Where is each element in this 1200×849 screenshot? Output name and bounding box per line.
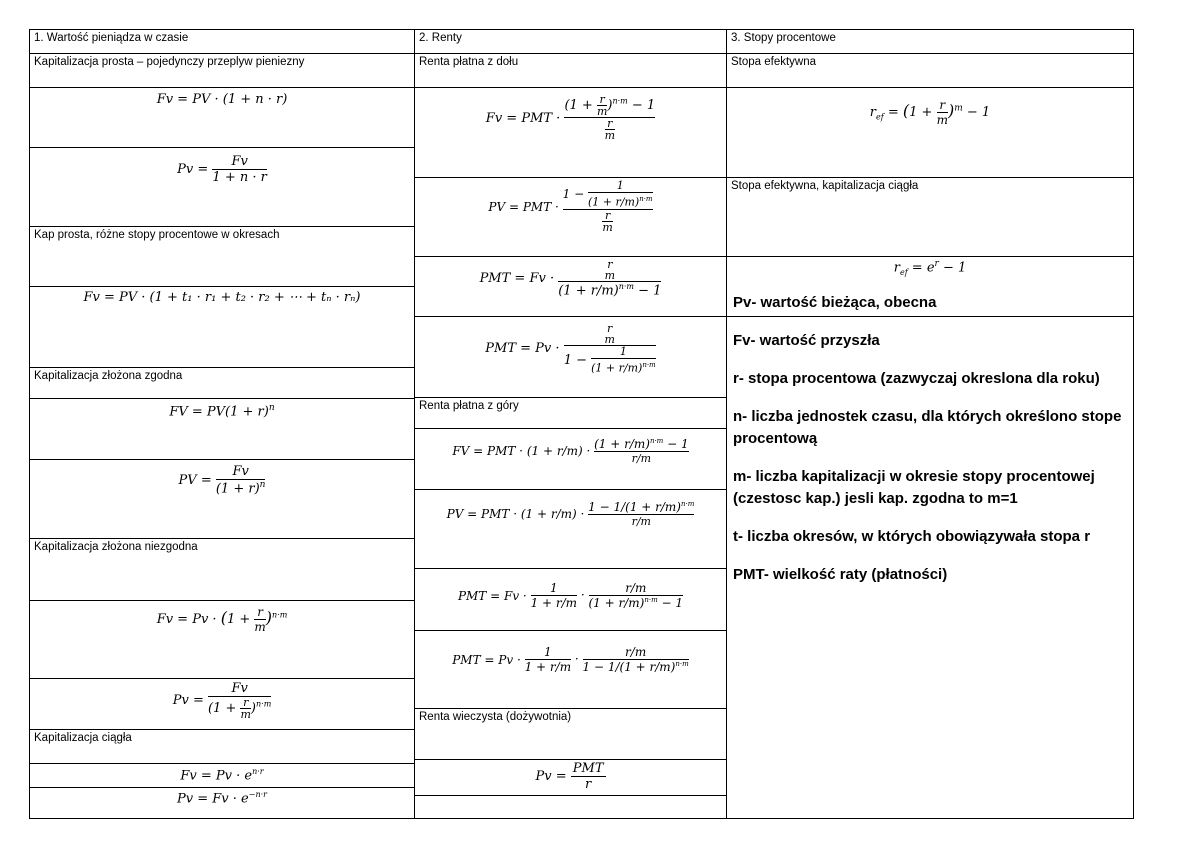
formula-cell	[727, 88, 1133, 178]
header-effective-rate: Stopa efektywna	[727, 54, 1133, 88]
formula-cell	[415, 317, 726, 398]
formula-cell	[415, 569, 726, 631]
formula-text	[0, 0, 1, 1]
header-perpetuity: Renta wieczysta (dożywotnia)	[415, 709, 726, 760]
col3-title: 3. Stopy procentowe	[727, 30, 1133, 54]
legend-item-fv: Fv- wartość przyszła	[733, 332, 880, 349]
formula-cell	[415, 429, 726, 490]
header-annuity-due: Renta płatna z góry	[415, 398, 726, 429]
formula-cell	[415, 760, 726, 796]
formula-cell	[415, 631, 726, 709]
formula-cell	[415, 88, 726, 178]
formula-due-pv: PV = PMT · (1 + r/m) · $\frac{1 - 1/(1 + r/m)^{n\cdot m}}{r/m}$	[446, 500, 695, 528]
formula-compound-pv: PV = $\frac{Fv}{(1 + r)^n}$	[178, 464, 266, 497]
formula-cell	[30, 601, 414, 679]
formula-due-pmt-pv: PMT = Pv · $\frac{1}{1 + r/m}$ · $\frac{r/m}{1 - 1/(1 + r/m)^{n\cdot m}}$	[452, 645, 689, 674]
formula-cell	[30, 679, 414, 730]
legend-item-r: r- stopa procentowa (zazwyczaj okreslona dla roku)	[733, 370, 1100, 387]
formula-ordinary-pv: PV = PMT · 1 − $\frac{1}{(1 + r/m)^{n\cdot m}}$ $\frac{r}{m}$	[488, 179, 653, 234]
formula-simple-pv: Pv = $\frac{Fv}{1 + n \cdot r}$	[177, 154, 267, 185]
formula-continuous-pv: $Pv = Fv \cdot e^{-n\cdot r}$	[177, 790, 267, 807]
col2-title: 2. Renty	[415, 30, 726, 54]
header-varying-rates: Kap prosta, różne stopy procentowe w okresach	[30, 227, 414, 287]
formula-noncompliant-pv: Pv = Fv (1 + $\frac{r}{m}$ )$^{n\cdot m}$	[172, 681, 272, 721]
formula-noncompliant-fv: Fv = Pv · (1 + $\frac{r}{m}$ )$^{n\cdot m}$	[156, 605, 288, 634]
formula-effective-rate: $r_{ef} = (1$ + $\frac{r}{m}$ )$^m$ − 1	[869, 98, 991, 127]
header-compound: Kapitalizacja złożona zgodna	[30, 368, 414, 399]
formula-ordinary-pmt-fv: PMT = Fv · r m $(1 + r/m)^{n\cdot m} - 1$	[479, 258, 662, 299]
legend-item-n: n- liczba jednostek czasu, dla których określono stope procentową	[733, 408, 1122, 447]
formula-cell	[30, 788, 414, 818]
formula-cell	[415, 490, 726, 569]
legend-item-m: m- liczba kapitalizacji w okresie stopy procentowej (czestosc kap.) jesli kap. zgodna to m=1	[733, 468, 1095, 507]
formula-due-fv: FV = PMT · (1 + r/m) · $\frac{(1 + r/m)^{n\cdot m} - 1}{r/m}$	[452, 437, 689, 465]
formula-ordinary-pmt-pv: PMT = Pv · r m 1 − $\frac{1}{(1 + r/m)^{n\cdot m}}$	[485, 322, 656, 375]
legend-item-t: t- liczba okresów, w których obowiązywała stopa r	[733, 528, 1091, 545]
formula-cell	[30, 88, 414, 148]
header-simple-capitalization: Kapitalizacja prosta – pojedynczy przeplyw pieniezny	[30, 54, 414, 88]
formula-cell	[415, 178, 726, 257]
legend	[733, 292, 1125, 602]
formula-effective-rate-continuous: $r_{ef} = e^r - 1$	[893, 259, 967, 277]
column-time-value	[29, 29, 415, 819]
formula-cell	[30, 764, 414, 788]
formula-cell	[30, 460, 414, 539]
formula-cell	[30, 399, 414, 460]
column-annuities	[414, 29, 727, 819]
formula-compound-fv: FV = $PV(1 + r)^n$	[169, 403, 275, 420]
header-ordinary-annuity: Renta płatna z dołu	[415, 54, 726, 88]
header-effective-rate-continuous: Stopa efektywna, kapitalizacja ciągła	[727, 178, 1133, 257]
formula-ordinary-fv: Fv = PMT · (1 + $\frac{r}{m}$ )$^{n\cdot m}$ − 1 $\frac{r}{m}$	[485, 93, 656, 142]
formula-continuous-fv: $Fv = Pv \cdot e^{n\cdot r}$	[180, 767, 264, 784]
formula-cell	[30, 287, 414, 368]
column-interest-rates	[726, 29, 1134, 819]
formula-perpetuity: Pv = PMT r	[535, 761, 604, 792]
formula-simple-fv: Fv = PV · (1 + n · r)	[156, 92, 288, 107]
legend-item-pv: Pv- wartość bieżąca, obecna	[733, 294, 937, 311]
formula-due-pmt-fv: PMT = Fv · $\frac{1}{1 + r/m}$ · $\frac{r/m}{(1 + r/m)^{n\cdot m} - 1}$	[457, 581, 684, 610]
legend-item-pmt: PMT- wielkość raty (płatności)	[733, 566, 948, 583]
formula-cell	[30, 148, 414, 227]
header-continuous: Kapitalizacja ciągła	[30, 730, 414, 764]
col1-title: 1. Wartość pieniądza w czasie	[30, 30, 414, 54]
formula-cell	[415, 257, 726, 317]
formula-varying-rates: Fv = PV · (1 + t₁ · r₁ + t₂ · r₂ + ⋯ + tₙ · rₙ)	[83, 290, 361, 305]
header-noncompliant-compound: Kapitalizacja złożona niezgodna	[30, 539, 414, 601]
